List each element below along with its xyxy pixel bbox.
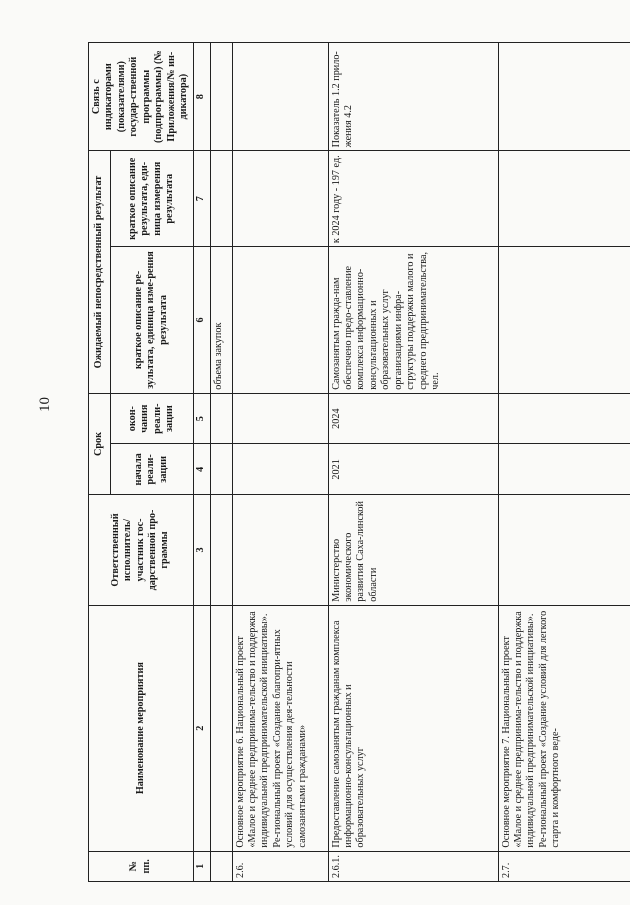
header-name: Наименование мероприятия: [89, 605, 194, 851]
col-number: 3: [193, 495, 210, 606]
col-number: 6: [193, 247, 210, 394]
cell-executor: [210, 495, 232, 606]
cell-result-desc: Самозанятым гражда-нам обеспечено предо-ставление комплекса информационно-консультационных и образовательных услуг организациями инфра-структуры поддержки малого и среднего предпринимательства, чел.: [328, 247, 498, 394]
cell-start: [210, 444, 232, 495]
header-executor: Ответственный исполнитель/ участник гос-дарственной про-граммы: [89, 495, 194, 606]
cell-name: Предоставление самозанятым гражданам комплекса информационно-консультационных и образовательных услуг: [328, 605, 498, 851]
header-no: № пп.: [89, 851, 194, 881]
header-expected: Ожидаемый непосредственный результат: [89, 151, 111, 393]
cell-end: [232, 393, 328, 444]
cell-link: [498, 43, 630, 151]
header-start: начала реали-зации: [110, 444, 193, 495]
cell-result-desc: объема закупок: [210, 247, 232, 394]
col-number: 8: [193, 43, 210, 151]
cell-end: 2024: [328, 393, 498, 444]
cell-link: [210, 43, 232, 151]
col-number: 4: [193, 444, 210, 495]
events-table: [88, 42, 630, 882]
cell-no: [210, 851, 232, 881]
col-number: 5: [193, 393, 210, 444]
cell-no: 2.6.1.: [328, 851, 498, 881]
header-term: Срок: [89, 393, 111, 494]
cell-result-brief: [232, 151, 328, 247]
header-result-desc: краткое описание ре-зультата, единица изме-рения результата: [110, 247, 193, 394]
header-row-1: [89, 43, 111, 882]
table-row: [328, 43, 498, 882]
table-row: [232, 43, 328, 882]
cell-name: [210, 605, 232, 851]
page-number: 10: [37, 397, 53, 412]
cell-start: 2021: [328, 444, 498, 495]
rotated-table-wrapper: [88, 42, 623, 882]
cell-result-brief: [210, 151, 232, 247]
cell-start: [498, 444, 630, 495]
col-number: 7: [193, 151, 210, 247]
cell-name: Основное мероприятие 7. Национальный проект «Малое и среднее предпринима-тельство и поддержка индивидуальной предпринимательской инициативы». Ре-гиональный проект «Создание условий для легкого старта и комфортного веде-: [498, 605, 630, 851]
cell-start: [232, 444, 328, 495]
cell-end: [210, 393, 232, 444]
cell-name: Основное мероприятие 6. Национальный проект «Малое и среднее предпринима-тельство и поддержка индивидуальной предпринимательской инициативы». Ре-гиональный проект «Создание благопри-ятных условий для осуществления дея-тельности самозанятыми гражданами»: [232, 605, 328, 851]
header-link: Связь с индикаторами (показателями) государ-ственной программы (подпрограммы) (№ Приложения/№ ин-дикатора): [89, 43, 194, 151]
header-end: окон-чания реали-зации: [110, 393, 193, 444]
header-result-brief: краткое описание результата, еди-ница измерения результата: [110, 151, 193, 247]
cell-no: 2.6.: [232, 851, 328, 881]
cell-end: [498, 393, 630, 444]
cell-no: 2.7.: [498, 851, 630, 881]
table-row: [498, 43, 630, 882]
cell-link: Показатель 1.2 прило-жения 4.2: [328, 43, 498, 151]
cell-executor: [232, 495, 328, 606]
cell-result-brief: [498, 151, 630, 247]
table-row: [210, 43, 232, 882]
cell-executor: Министерство экономического развития Саха-линской области: [328, 495, 498, 606]
cell-result-desc: [232, 247, 328, 394]
cell-result-brief: к 2024 году - 197 ед.: [328, 151, 498, 247]
col-number: 2: [193, 605, 210, 851]
col-number: 1: [193, 851, 210, 881]
column-number-row: [193, 43, 210, 882]
cell-result-desc: [498, 247, 630, 394]
cell-link: [232, 43, 328, 151]
cell-executor: [498, 495, 630, 606]
